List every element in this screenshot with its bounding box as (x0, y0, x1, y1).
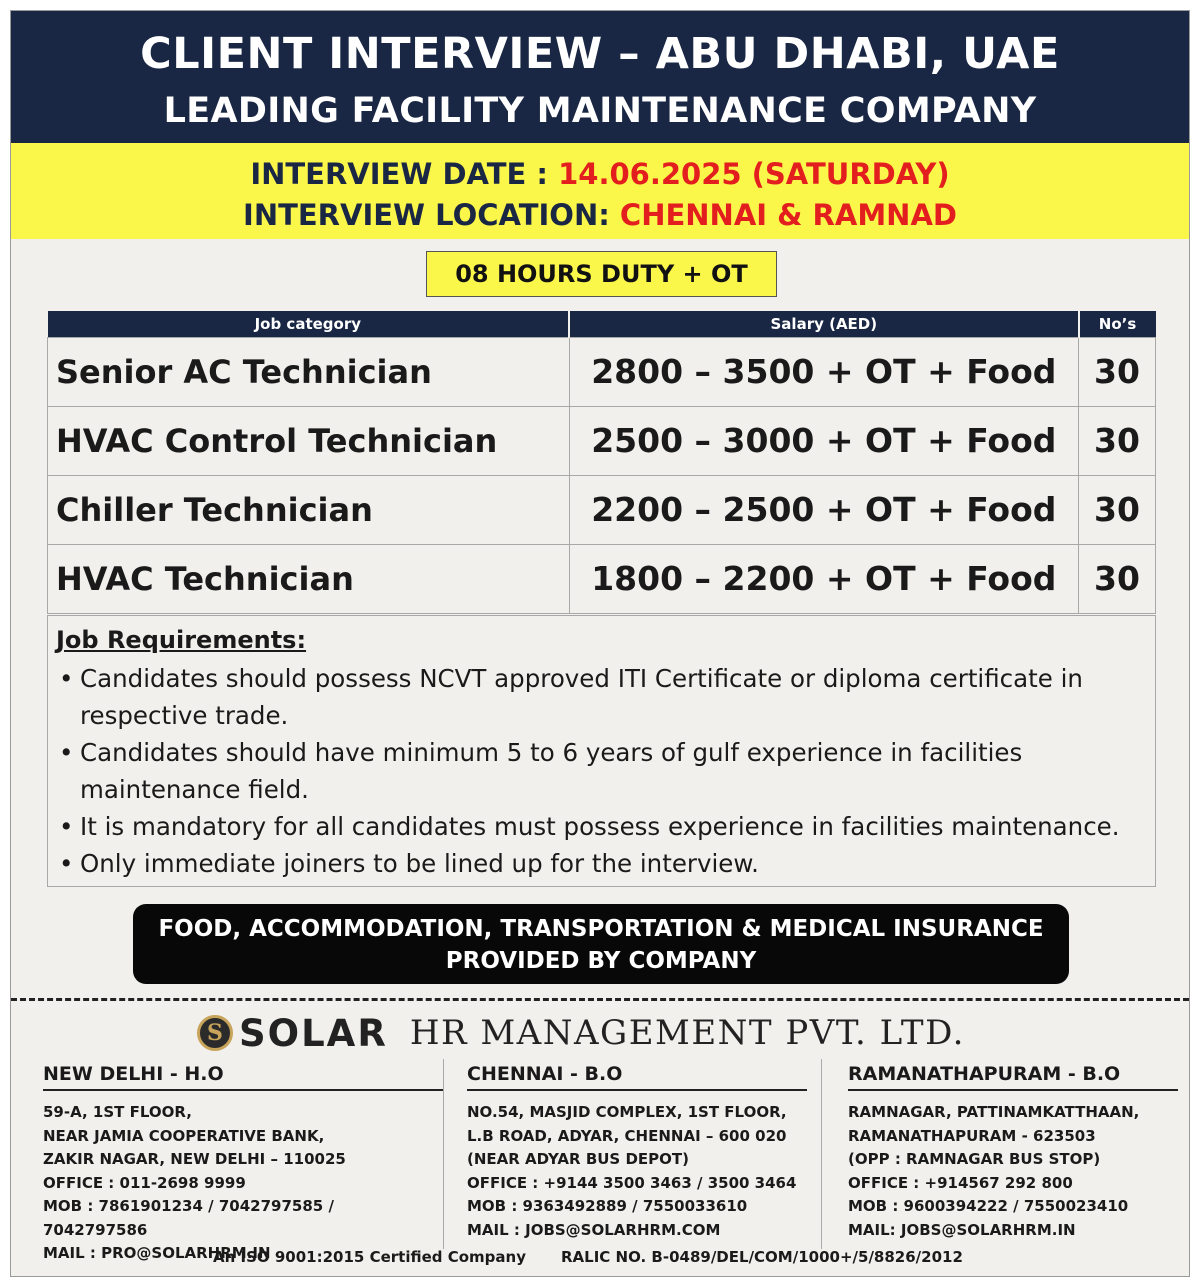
job-category-cell: HVAC Technician (48, 544, 570, 613)
column-divider (821, 1059, 822, 1249)
interview-location-value: CHENNAI & RAMNAD (619, 198, 957, 232)
job-table (47, 311, 1156, 614)
office-address-line: (NEAR ADYAR BUS DEPOT) (467, 1150, 689, 1168)
job-requirements (47, 615, 1156, 887)
office-phone: OFFICE : 011-2698 9999 (43, 1173, 246, 1192)
brand-name: SOLAR (239, 1011, 388, 1055)
interview-date-label: INTERVIEW DATE : (250, 157, 548, 191)
office-email: MAIL : JOBS@SOLARHRM.COM (467, 1220, 721, 1239)
col-header-job: Job category (48, 311, 570, 337)
header-banner (11, 11, 1189, 143)
table-row (48, 406, 1156, 475)
count-cell: 30 (1079, 406, 1156, 475)
column-divider (443, 1059, 444, 1249)
count-cell: 30 (1079, 475, 1156, 544)
office-address-line: RAMNAGAR, PATTINAMKATTHAAN, (848, 1103, 1140, 1121)
salary-cell: 2200 – 2500 + OT + Food (569, 475, 1078, 544)
interview-location-label: INTERVIEW LOCATION: (243, 198, 610, 232)
office-heading: RAMANATHAPURAM - B.O (848, 1063, 1178, 1091)
list-item: • Candidates should have minimum 5 to 6 years of gulf experience in facilities maintenance field. (56, 734, 1155, 808)
office-email: MAIL: JOBS@SOLARHRM.IN (848, 1220, 1076, 1239)
salary-cell: 1800 – 2200 + OT + Food (569, 544, 1078, 613)
table-row (48, 337, 1156, 406)
list-item: • Candidates should possess NCVT approved ITI Certificate or diploma certificate in respective trade. (56, 660, 1155, 734)
office-chennai (467, 1063, 807, 1242)
col-header-salary: Salary (AED) (569, 311, 1078, 337)
benefits-line-2: PROVIDED BY COMPANY (445, 948, 757, 974)
table-row (48, 475, 1156, 544)
office-address-line: ZAKIR NAGAR, NEW DELHI – 110025 (43, 1150, 346, 1168)
job-category-cell: Senior AC Technician (48, 337, 570, 406)
interview-date (11, 157, 1189, 191)
benefits-banner (133, 904, 1069, 984)
interview-date-value: 14.06.2025 (SATURDAY) (558, 157, 950, 191)
duty-hours-badge: 08 HOURS DUTY + OT (426, 251, 777, 297)
office-address-line: NEAR JAMIA COOPERATIVE BANK, (43, 1126, 325, 1145)
salary-cell: 2800 – 3500 + OT + Food (569, 337, 1078, 406)
company-name: HR MANAGEMENT PVT. LTD. (409, 1013, 965, 1053)
company-logo (197, 1011, 965, 1055)
list-item: • Only immediate joiners to be lined up for the interview. (56, 845, 1155, 882)
benefits-line-1: FOOD, ACCOMMODATION, TRANSPORTATION & MEDICAL INSURANCE (158, 916, 1044, 942)
office-address-line: (OPP : RAMNAGAR BUS STOP) (848, 1150, 1101, 1168)
list-item: • It is mandatory for all candidates must possess experience in facilities maintenance. (56, 808, 1155, 845)
col-header-count: No’s (1079, 311, 1156, 337)
job-category-cell: HVAC Control Technician (48, 406, 570, 475)
interview-location (11, 198, 1189, 232)
table-row (48, 544, 1156, 613)
advertisement-poster (10, 10, 1190, 1277)
page-subtitle: LEADING FACILITY MAINTENANCE COMPANY (163, 91, 1037, 131)
count-cell: 30 (1079, 544, 1156, 613)
requirements-list (56, 660, 1155, 882)
office-mobile: MOB : 9600394222 / 7550023410 (848, 1197, 1129, 1215)
office-heading: NEW DELHI - H.O (43, 1063, 443, 1091)
office-address-line: L.B ROAD, ADYAR, CHENNAI – 600 020 (467, 1126, 787, 1145)
interview-info-bar (11, 143, 1189, 239)
dashed-divider (11, 998, 1189, 1001)
office-phone: OFFICE : +914567 292 800 (848, 1173, 1073, 1192)
salary-cell: 2500 – 3000 + OT + Food (569, 406, 1078, 475)
office-mobile: MOB : 7861901234 / 7042797585 / 7042797586 (43, 1197, 334, 1239)
office-address-line: RAMANATHAPURAM - 623503 (848, 1126, 1096, 1145)
office-address-line: 59-A, 1ST FLOOR, (43, 1103, 192, 1121)
office-ramanathapuram (848, 1063, 1178, 1242)
office-new-delhi (43, 1063, 443, 1266)
office-phone: OFFICE : +9144 3500 3463 / 3500 3464 (467, 1173, 797, 1192)
ralic-number: RALIC NO. B-0489/DEL/COM/1000+/5/8826/2012 (561, 1248, 963, 1266)
office-mobile: MOB : 9363492889 / 7550033610 (467, 1197, 748, 1215)
table-header-row (48, 311, 1156, 337)
office-heading: CHENNAI - B.O (467, 1063, 807, 1091)
job-category-cell: Chiller Technician (48, 475, 570, 544)
solar-logo-icon: S (197, 1015, 233, 1051)
requirements-title: Job Requirements: (56, 626, 307, 654)
office-address-line: NO.54, MASJID COMPLEX, 1ST FLOOR, (467, 1103, 787, 1121)
office-email: MAIL : PRO@SOLARHRM.IN (43, 1244, 271, 1262)
page-title: CLIENT INTERVIEW – ABU DHABI, UAE (140, 29, 1060, 79)
iso-certification: An ISO 9001:2015 Certified Company (213, 1248, 526, 1266)
count-cell: 30 (1079, 337, 1156, 406)
